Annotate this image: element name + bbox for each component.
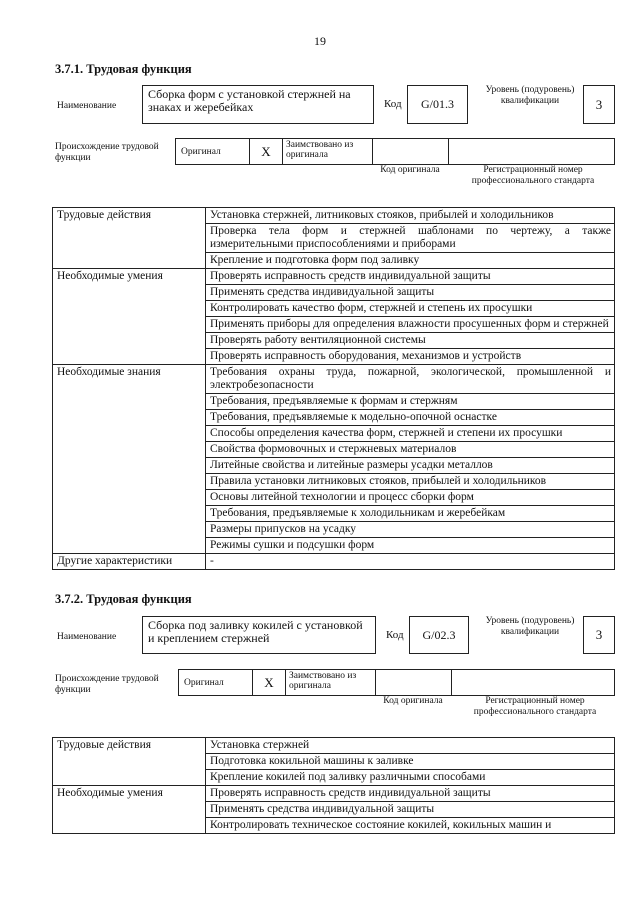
origin-borrowed-2: Заимствовано из оригинала bbox=[286, 670, 376, 695]
group-label: Другие характеристики bbox=[53, 554, 206, 570]
group-label-cont bbox=[53, 490, 206, 506]
code-label-2: Код bbox=[386, 629, 404, 641]
page-number: 19 bbox=[314, 34, 326, 48]
table-row bbox=[53, 317, 615, 333]
code-value-2: G/02.3 bbox=[409, 616, 469, 654]
table-row bbox=[53, 224, 615, 253]
list-item: Применять средства индивидуальной защиты bbox=[206, 802, 615, 818]
table-row bbox=[53, 253, 615, 269]
origin-code-cell-1 bbox=[373, 139, 449, 164]
origin-code-cell-2 bbox=[376, 670, 452, 695]
level-label-1: Уровень (подуровень) квалификации bbox=[485, 85, 575, 106]
origin-mark-2: X bbox=[253, 670, 286, 695]
function-table-2 bbox=[52, 737, 615, 834]
list-item: Проверять исправность средств индивидуальной защиты bbox=[206, 786, 615, 802]
list-item: Правила установки литниковых стояков, прибылей и холодильников bbox=[206, 474, 615, 490]
name-value-1: Сборка форм с установкой стержней на знаках и жеребейках bbox=[142, 85, 374, 124]
list-item: Установка стержней, литниковых стояков, прибылей и холодильников bbox=[206, 208, 615, 224]
origin-reg-caption-2: Регистрационный номер профессионального стандарта bbox=[473, 696, 597, 717]
table-row bbox=[53, 208, 615, 224]
list-item: Крепление кокилей под заливку различными способами bbox=[206, 770, 615, 786]
table-row bbox=[53, 818, 615, 834]
list-item: Контролировать качество форм, стержней и степень их просушки bbox=[206, 301, 615, 317]
origin-row-2 bbox=[178, 669, 615, 696]
list-item: Проверка тела форм и стержней шаблонами по чертежу, а также измерительными приспособлениями и приборами bbox=[206, 224, 615, 253]
list-item: Свойства формовочных и стержневых материалов bbox=[206, 442, 615, 458]
origin-original-2: Оригинал bbox=[179, 670, 253, 695]
origin-reg-cell-1 bbox=[449, 139, 614, 164]
group-label-cont bbox=[53, 754, 206, 770]
group-label-cont bbox=[53, 802, 206, 818]
list-item: Основы литейной технологии и процесс сборки форм bbox=[206, 490, 615, 506]
table-row bbox=[53, 538, 615, 554]
table-row bbox=[53, 269, 615, 285]
list-item: Крепление и подготовка форм под заливку bbox=[206, 253, 615, 269]
group-label: Необходимые умения bbox=[53, 786, 206, 802]
table-row bbox=[53, 426, 615, 442]
group-label-cont bbox=[53, 253, 206, 269]
table-row bbox=[53, 786, 615, 802]
group-label-cont bbox=[53, 458, 206, 474]
table-row bbox=[53, 554, 615, 570]
group-label: Трудовые действия bbox=[53, 738, 206, 754]
group-label-cont bbox=[53, 442, 206, 458]
group-label: Необходимые умения bbox=[53, 269, 206, 285]
list-item: Способы определения качества форм, стержней и степени их просушки bbox=[206, 426, 615, 442]
list-item: Применять средства индивидуальной защиты bbox=[206, 285, 615, 301]
level-value-1: 3 bbox=[583, 85, 615, 124]
group-label-cont bbox=[53, 349, 206, 365]
list-item: Проверять работу вентиляционной системы bbox=[206, 333, 615, 349]
table-row bbox=[53, 474, 615, 490]
function-table-1 bbox=[52, 207, 615, 570]
level-label-2: Уровень (подуровень) квалификации bbox=[485, 616, 575, 637]
list-item: Подготовка кокильной машины к заливке bbox=[206, 754, 615, 770]
table-row bbox=[53, 770, 615, 786]
table-row bbox=[53, 802, 615, 818]
table-row bbox=[53, 490, 615, 506]
group-label-cont bbox=[53, 333, 206, 349]
code-label-1: Код bbox=[384, 98, 402, 110]
table-row bbox=[53, 333, 615, 349]
group-label-cont bbox=[53, 426, 206, 442]
origin-label-2: Происхождение трудовой функции bbox=[55, 674, 159, 695]
group-label-cont bbox=[53, 301, 206, 317]
table-row bbox=[53, 301, 615, 317]
list-item: Требования охраны труда, пожарной, экологической, промышленной и электробезопасности bbox=[206, 365, 615, 394]
list-item: - bbox=[206, 554, 615, 570]
table-row bbox=[53, 506, 615, 522]
table-row bbox=[53, 285, 615, 301]
group-label-cont bbox=[53, 474, 206, 490]
section-title-1: 3.7.1. Трудовая функция bbox=[55, 62, 192, 76]
name-value-2: Сборка под заливку кокилей с установкой и креплением стержней bbox=[142, 616, 376, 654]
table-row bbox=[53, 410, 615, 426]
group-label-cont bbox=[53, 770, 206, 786]
origin-original-1: Оригинал bbox=[176, 139, 250, 164]
list-item: Контролировать техническое состояние кокилей, кокильных машин и bbox=[206, 818, 615, 834]
origin-borrowed-1: Заимствовано из оригинала bbox=[283, 139, 373, 164]
list-item: Требования, предъявляемые к модельно-опочной оснастке bbox=[206, 410, 615, 426]
table-row bbox=[53, 365, 615, 394]
table-row bbox=[53, 522, 615, 538]
table-row bbox=[53, 458, 615, 474]
group-label-cont bbox=[53, 818, 206, 834]
table-row bbox=[53, 394, 615, 410]
group-label-cont bbox=[53, 317, 206, 333]
group-label: Необходимые знания bbox=[53, 365, 206, 394]
list-item: Проверять исправность оборудования, механизмов и устройств bbox=[206, 349, 615, 365]
table-row bbox=[53, 738, 615, 754]
list-item: Режимы сушки и подсушки форм bbox=[206, 538, 615, 554]
list-item: Проверять исправность средств индивидуальной защиты bbox=[206, 269, 615, 285]
group-label-cont bbox=[53, 538, 206, 554]
list-item: Применять приборы для определения влажности просушенных форм и стержней bbox=[206, 317, 615, 333]
table-row bbox=[53, 349, 615, 365]
list-item: Требования, предъявляемые к холодильникам и жеребейкам bbox=[206, 506, 615, 522]
section-title-2: 3.7.2. Трудовая функция bbox=[55, 592, 192, 606]
group-label-cont bbox=[53, 224, 206, 253]
origin-mark-1: X bbox=[250, 139, 283, 164]
group-label-cont bbox=[53, 506, 206, 522]
name-label-1: Наименование bbox=[57, 101, 117, 111]
list-item: Требования, предъявляемые к формам и стержням bbox=[206, 394, 615, 410]
group-label: Трудовые действия bbox=[53, 208, 206, 224]
list-item: Размеры припусков на усадку bbox=[206, 522, 615, 538]
table-row bbox=[53, 442, 615, 458]
group-label-cont bbox=[53, 410, 206, 426]
origin-code-caption-2: Код оригинала bbox=[383, 696, 443, 706]
name-label-2: Наименование bbox=[57, 632, 117, 642]
table-row bbox=[53, 754, 615, 770]
origin-label-1: Происхождение трудовой функции bbox=[55, 142, 159, 163]
origin-reg-cell-2 bbox=[452, 670, 614, 695]
list-item: Литейные свойства и литейные размеры усадки металлов bbox=[206, 458, 615, 474]
level-value-2: 3 bbox=[583, 616, 615, 654]
group-label-cont bbox=[53, 285, 206, 301]
code-value-1: G/01.3 bbox=[407, 85, 468, 124]
origin-row-1 bbox=[175, 138, 615, 165]
origin-reg-caption-1: Регистрационный номер профессионального стандарта bbox=[471, 165, 595, 186]
list-item: Установка стержней bbox=[206, 738, 615, 754]
origin-code-caption-1: Код оригинала bbox=[380, 165, 440, 175]
group-label-cont bbox=[53, 394, 206, 410]
group-label-cont bbox=[53, 522, 206, 538]
